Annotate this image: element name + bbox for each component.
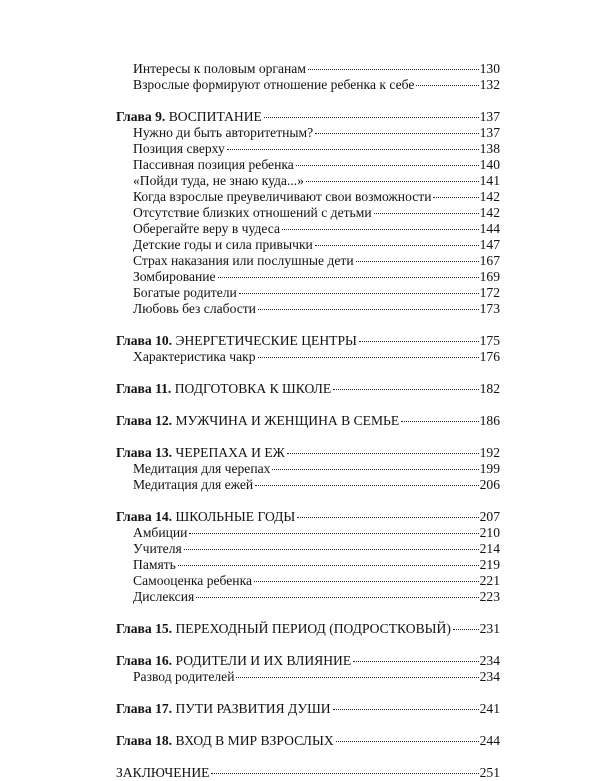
toc-entry-title — [116, 445, 285, 461]
toc-subsection-entry[interactable] — [116, 525, 500, 541]
page-number: 137 — [479, 125, 500, 140]
entry-title-text: Любовь без слабости — [133, 301, 256, 316]
dot-leader — [297, 517, 478, 518]
dot-leader — [315, 245, 479, 246]
dot-leader — [239, 293, 479, 294]
toc-chapter-entry[interactable] — [116, 381, 500, 397]
entry-title-text: ШКОЛЬНЫЕ ГОДЫ — [175, 509, 296, 524]
entry-title-text: МУЖЧИНА И ЖЕНЩИНА В СЕМЬЕ — [175, 413, 400, 428]
toc-entry-title — [116, 349, 256, 365]
page-number: 175 — [479, 333, 500, 348]
toc-entry-title — [116, 61, 306, 77]
page-number: 186 — [479, 413, 500, 428]
toc-entry-title — [116, 669, 234, 685]
dot-leader — [282, 229, 479, 230]
entry-title-text: «Пойди туда, не знаю куда...» — [133, 173, 304, 188]
dot-leader — [306, 181, 479, 182]
page-number: 142 — [479, 205, 500, 220]
entry-title-text: Зомбирование — [133, 269, 216, 284]
toc-entry-title — [116, 477, 253, 493]
entry-title-text: ПУТИ РАЗВИТИЯ ДУШИ — [175, 701, 331, 716]
dot-leader — [211, 773, 478, 774]
toc-subsection-entry[interactable] — [116, 237, 500, 253]
page-number: 223 — [479, 589, 500, 604]
dot-leader — [184, 549, 479, 550]
toc-chapter-entry[interactable] — [116, 109, 500, 125]
page-number: 206 — [479, 477, 500, 492]
toc-subsection-entry[interactable] — [116, 269, 500, 285]
page-number: 132 — [479, 77, 500, 92]
dot-leader — [416, 85, 478, 86]
dot-leader — [272, 469, 478, 470]
entry-title-text: Медитация для черепах — [133, 461, 271, 476]
section-spacer — [116, 749, 500, 765]
page-number: 130 — [479, 61, 500, 76]
entry-title-text: Отсутствие близких отношений с детьми — [133, 205, 372, 220]
dot-leader — [333, 389, 478, 390]
entry-title-text: Самооценка ребенка — [133, 573, 253, 588]
toc-conclusion-entry[interactable] — [116, 765, 500, 781]
dot-leader — [287, 453, 479, 454]
entry-title-text: Взрослые формируют отношение ребенка к себе — [133, 77, 415, 92]
toc-entry-title — [116, 189, 431, 205]
toc-entry-title — [116, 381, 331, 397]
toc-entry-title — [116, 589, 194, 605]
toc-subsection-entry[interactable] — [116, 125, 500, 141]
toc-subsection-entry[interactable] — [116, 477, 500, 493]
toc-subsection-entry[interactable] — [116, 589, 500, 605]
toc-entry-title — [116, 173, 304, 189]
page-number: 144 — [479, 221, 500, 236]
dot-leader — [315, 133, 478, 134]
page-number: 231 — [479, 621, 500, 636]
section-spacer — [116, 317, 500, 333]
toc-chapter-entry[interactable] — [116, 413, 500, 429]
entry-title-text: ПЕРЕХОДНЫЙ ПЕРИОД (ПОДРОСТКОВЫЙ) — [175, 621, 451, 636]
dot-leader — [296, 165, 479, 166]
entry-title-text: Пассивная позиция ребенка — [133, 157, 294, 172]
dot-leader — [264, 117, 479, 118]
section-spacer — [116, 93, 500, 109]
toc-subsection-entry[interactable] — [116, 221, 500, 237]
section-spacer — [116, 717, 500, 733]
entry-title-text: Богатые родители — [133, 285, 237, 300]
toc-entry-title — [116, 301, 256, 317]
entry-title-text: Учителя — [133, 541, 182, 556]
page-number: 173 — [479, 301, 500, 316]
toc-entry-title — [116, 461, 270, 477]
toc-entry-title — [116, 333, 357, 349]
chapter-number: Глава 10. — [116, 333, 173, 348]
dot-leader — [336, 741, 479, 742]
dot-leader — [218, 277, 479, 278]
page-number: 234 — [479, 653, 500, 668]
toc-chapter-entry[interactable] — [116, 333, 500, 349]
page-number: 167 — [479, 253, 500, 268]
dot-leader — [258, 357, 479, 358]
toc-subsection-entry[interactable] — [116, 669, 500, 685]
toc-entry-title — [116, 269, 216, 285]
entry-title-text: Развод родителей — [133, 669, 235, 684]
page-number: 169 — [479, 269, 500, 284]
page-number: 219 — [479, 557, 500, 572]
entry-title-text: РОДИТЕЛИ И ИХ ВЛИЯНИЕ — [175, 653, 352, 668]
dot-leader — [374, 213, 479, 214]
page-number: 199 — [479, 461, 500, 476]
entry-title-text: Когда взрослые преувеличивают свои возможности — [133, 189, 432, 204]
toc-entry-title — [116, 653, 351, 669]
entry-title-text: Интересы к половым органам — [133, 61, 306, 76]
entry-title-text: Память — [133, 557, 176, 572]
dot-leader — [254, 581, 479, 582]
section-spacer — [116, 605, 500, 621]
entry-title-text: Дислексия — [133, 589, 195, 604]
dot-leader — [196, 597, 478, 598]
page-number: 221 — [479, 573, 500, 588]
section-spacer — [116, 365, 500, 381]
toc-entry-title — [116, 509, 295, 525]
page-number: 244 — [479, 733, 500, 748]
toc-entry-title — [116, 125, 313, 141]
toc-entry-title — [116, 109, 262, 125]
toc-entry-title — [116, 621, 451, 637]
toc-entry-title — [116, 253, 354, 269]
section-spacer — [116, 685, 500, 701]
toc-subsection-entry[interactable] — [116, 573, 500, 589]
toc-chapter-entry[interactable] — [116, 509, 500, 525]
page-number: 172 — [479, 285, 500, 300]
page-number: 176 — [479, 349, 500, 364]
dot-leader — [189, 533, 478, 534]
dot-leader — [178, 565, 479, 566]
dot-leader — [453, 629, 479, 630]
dot-leader — [255, 485, 478, 486]
entry-title-text: ВХОД В МИР ВЗРОСЛЫХ — [175, 733, 334, 748]
toc-entry-title — [116, 557, 176, 573]
section-spacer — [116, 637, 500, 653]
toc-subsection-entry[interactable] — [116, 461, 500, 477]
dot-leader — [401, 421, 478, 422]
dot-leader — [333, 709, 479, 710]
chapter-number: Глава 16. — [116, 653, 173, 668]
page-number: 142 — [479, 189, 500, 204]
page-number: 214 — [479, 541, 500, 556]
chapter-number: Глава 14. — [116, 509, 173, 524]
page-number: 192 — [479, 445, 500, 460]
section-spacer — [116, 493, 500, 509]
dot-leader — [359, 341, 479, 342]
page-number: 140 — [479, 157, 500, 172]
toc-subsection-entry[interactable] — [116, 557, 500, 573]
toc-entry-title — [116, 141, 225, 157]
toc-subsection-entry[interactable] — [116, 173, 500, 189]
page-number: 241 — [479, 701, 500, 716]
toc-entry-title — [116, 237, 313, 253]
section-spacer — [116, 429, 500, 445]
section-spacer — [116, 397, 500, 413]
entry-title-text: ЗАКЛЮЧЕНИЕ — [116, 765, 210, 780]
chapter-number: Глава 13. — [116, 445, 173, 460]
chapter-number: Глава 11. — [116, 381, 172, 396]
page-number: 251 — [479, 765, 500, 780]
dot-leader — [308, 69, 479, 70]
toc-subsection-entry[interactable] — [116, 253, 500, 269]
entry-title-text: ЧЕРЕПАХА И ЕЖ — [175, 445, 285, 460]
toc-entry-title — [116, 541, 182, 557]
chapter-number: Глава 15. — [116, 621, 173, 636]
entry-title-text: ВОСПИТАНИЕ — [168, 109, 262, 124]
dot-leader — [356, 261, 479, 262]
page-number: 207 — [479, 509, 500, 524]
toc-entry-title — [116, 285, 237, 301]
entry-title-text: Амбиции — [133, 525, 188, 540]
page-number: 137 — [479, 109, 500, 124]
page-number: 210 — [479, 525, 500, 540]
page-number: 138 — [479, 141, 500, 156]
toc-entry-title — [116, 525, 187, 541]
toc-subsection-entry[interactable] — [116, 157, 500, 173]
toc-entry-title — [116, 413, 399, 429]
entry-title-text: ПОДГОТОВКА К ШКОЛЕ — [174, 381, 332, 396]
toc-entry-title — [116, 221, 280, 237]
entry-title-text: Характеристика чакр — [133, 349, 256, 364]
toc-subsection-entry[interactable] — [116, 301, 500, 317]
page-number: 182 — [479, 381, 500, 396]
toc-chapter-entry[interactable] — [116, 445, 500, 461]
page-number: 234 — [479, 669, 500, 684]
toc-chapter-entry[interactable] — [116, 701, 500, 717]
toc-chapter-entry[interactable] — [116, 621, 500, 637]
toc-entry-title — [116, 205, 372, 221]
entry-title-text: Медитация для ежей — [133, 477, 254, 492]
toc-entry-title — [116, 573, 252, 589]
entry-title-text: Детские годы и сила привычки — [133, 237, 313, 252]
toc-entry-title — [116, 157, 294, 173]
toc-chapter-entry[interactable] — [116, 733, 500, 749]
page-number: 141 — [479, 173, 500, 188]
page-number: 147 — [479, 237, 500, 252]
toc-subsection-entry[interactable] — [116, 205, 500, 221]
dot-leader — [227, 149, 479, 150]
toc-entry-title — [116, 701, 331, 717]
chapter-number: Глава 9. — [116, 109, 166, 124]
table-of-contents — [116, 61, 500, 781]
toc-subsection-entry[interactable] — [116, 189, 500, 205]
dot-leader — [353, 661, 478, 662]
entry-title-text: Нужно ди быть авторитетным? — [133, 125, 314, 140]
toc-subsection-entry[interactable] — [116, 141, 500, 157]
dot-leader — [258, 309, 479, 310]
toc-chapter-entry[interactable] — [116, 653, 500, 669]
toc-subsection-entry[interactable] — [116, 285, 500, 301]
toc-entry-title — [116, 733, 334, 749]
chapter-number: Глава 18. — [116, 733, 173, 748]
toc-entry-title — [116, 77, 414, 93]
toc-subsection-entry[interactable] — [116, 61, 500, 77]
entry-title-text: Оберегайте веру в чудеса — [133, 221, 280, 236]
chapter-number: Глава 17. — [116, 701, 173, 716]
entry-title-text: Страх наказания или послушные дети — [133, 253, 354, 268]
entry-title-text: ЭНЕРГЕТИЧЕСКИЕ ЦЕНТРЫ — [175, 333, 357, 348]
toc-subsection-entry[interactable] — [116, 349, 500, 365]
toc-subsection-entry[interactable] — [116, 77, 500, 93]
toc-subsection-entry[interactable] — [116, 541, 500, 557]
dot-leader — [236, 677, 478, 678]
dot-leader — [433, 197, 478, 198]
toc-entry-title — [116, 765, 209, 781]
chapter-number: Глава 12. — [116, 413, 173, 428]
entry-title-text: Позиция сверху — [133, 141, 225, 156]
